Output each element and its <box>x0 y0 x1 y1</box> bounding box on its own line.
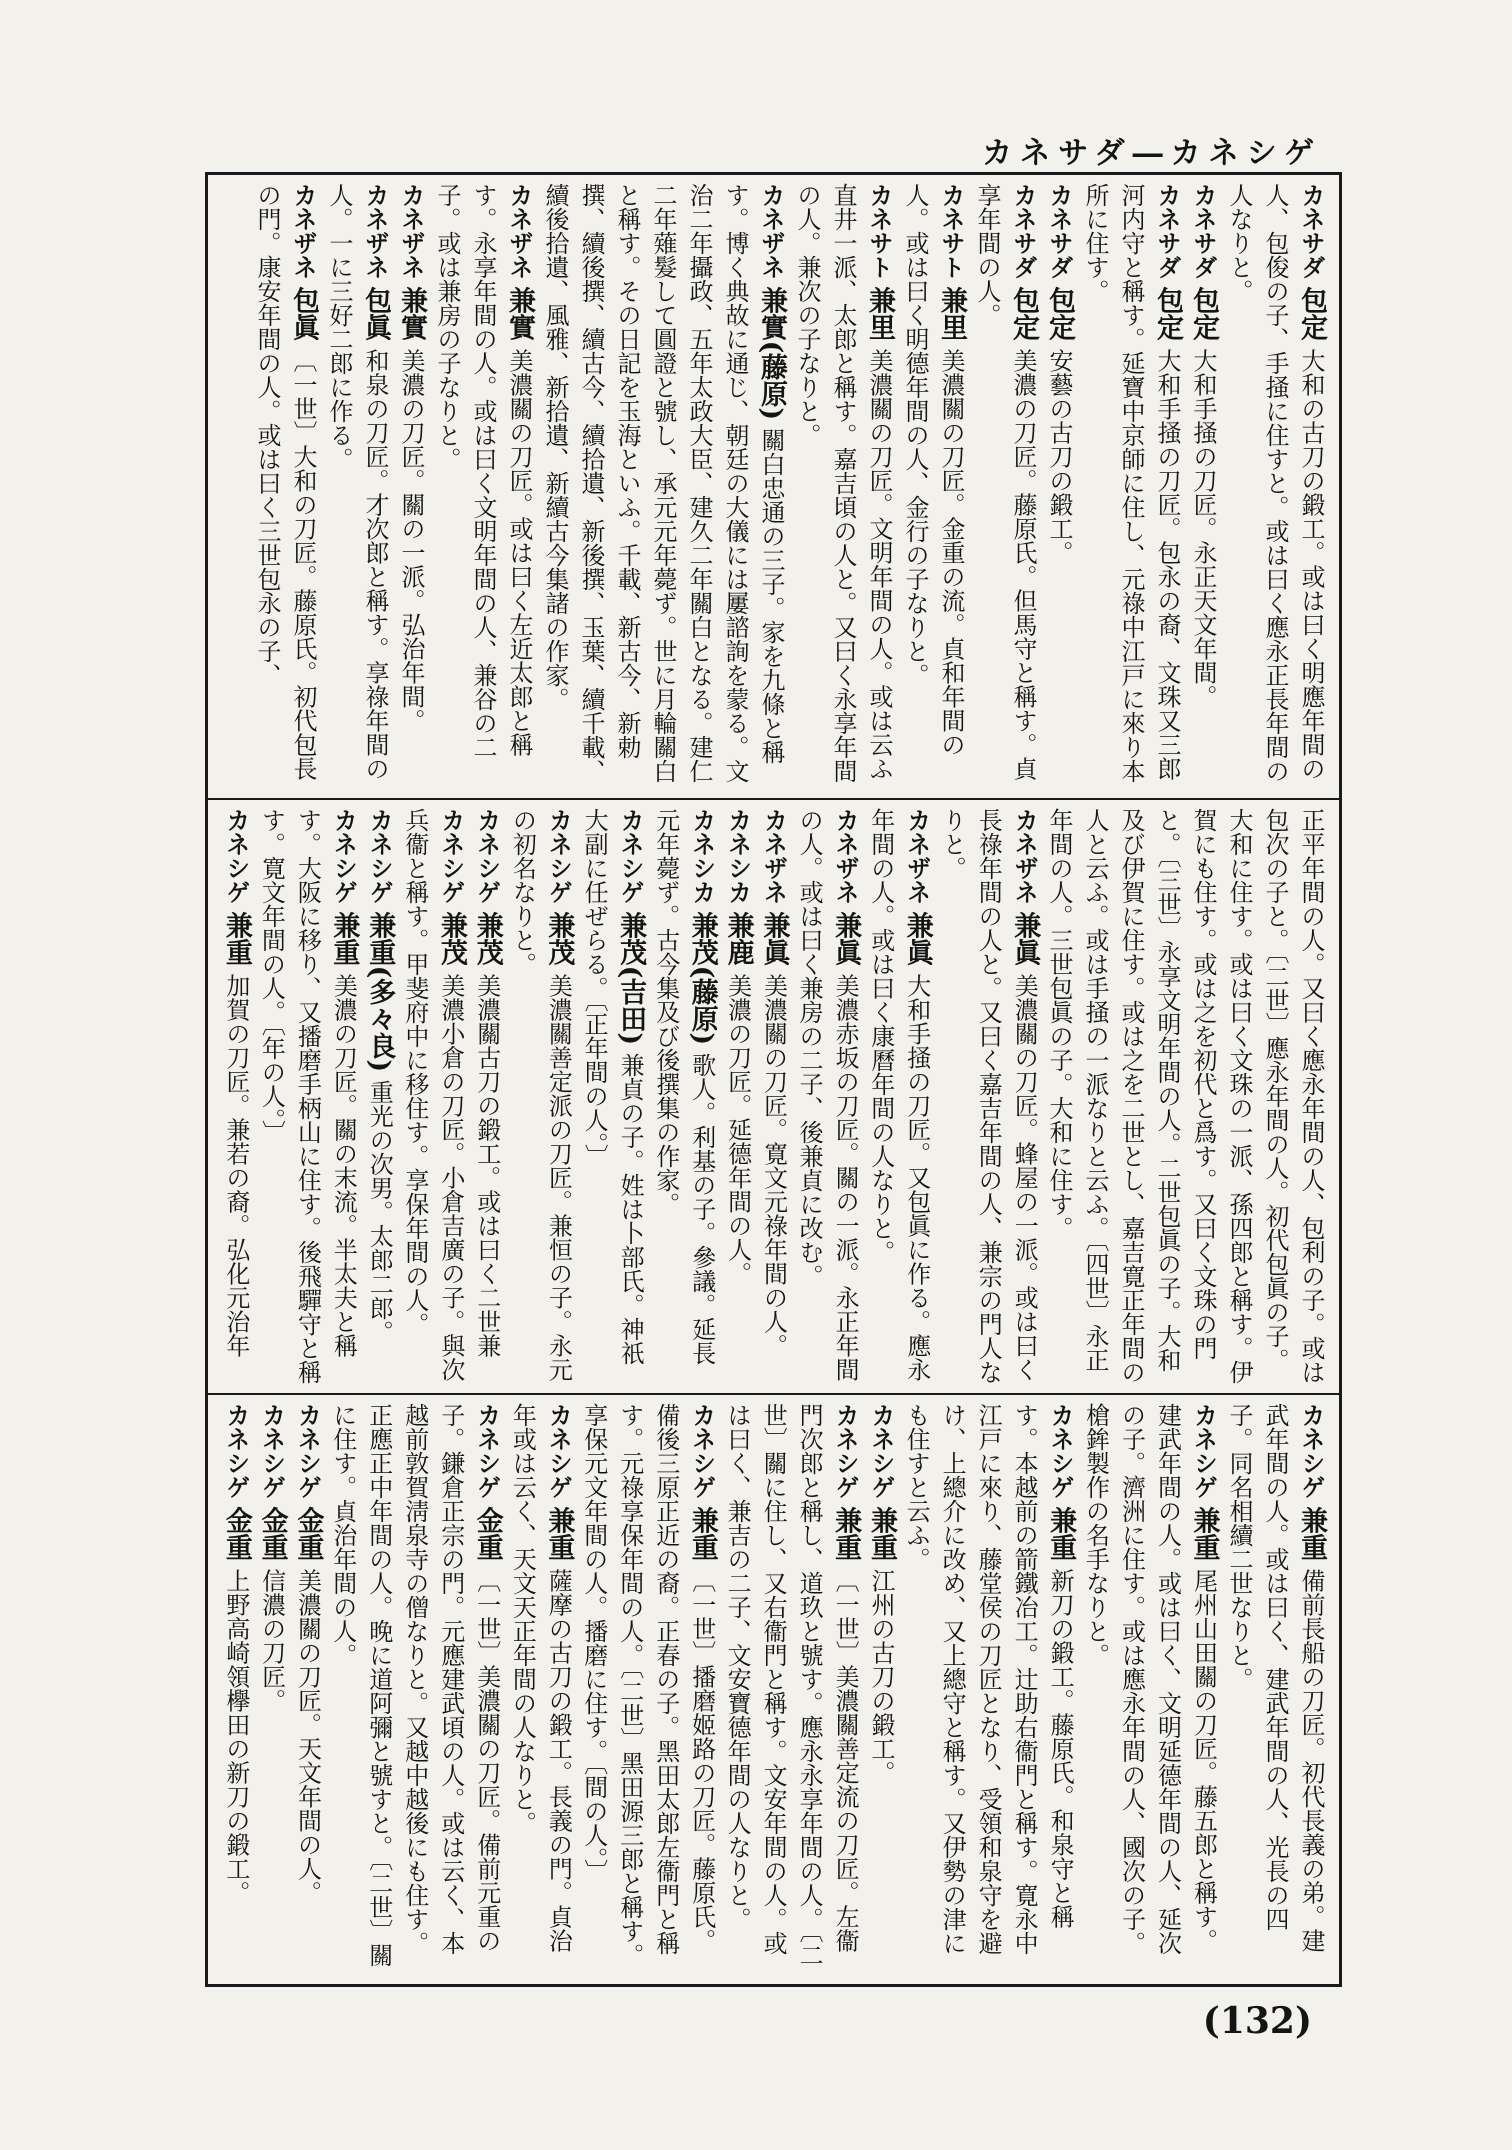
dictionary-entry: カネシゲ 兼重 尾州山田關の刀匠。藤五郎と稱す。建武年間の人。或は曰く、文明延德年間の人、延次の子。濟洲に住す。或は應永年間の人、國次の子。槍鉾製作の名手なりと。 <box>1081 1403 1220 1955</box>
dictionary-entry: カネサト 兼里 美濃關の刀匠。文明年間の人。或は云ふ直井一派、太郎と稱す。嘉吉頃の人と。又曰く永享年間の人。兼次の子なりと。 <box>793 183 895 783</box>
dictionary-entry: カネサト 兼里 美濃關の刀匠。金重の流。貞和年間の人。或は曰く明德年間の人、金行の子なりと。 <box>901 183 967 757</box>
dictionary-entry: カネシゲ 兼重 備前長船の刀匠。初代長義の弟。建武年間の人。或は曰く、建武年間の人、光長の四子。同名相續二世なりと。 <box>1225 1403 1327 1953</box>
dictionary-entry: カネシゲ 兼茂 美濃小倉の刀匠。小倉吉廣の子。與次兵衞と稱す。甲斐府中に移住す。享保年間の人。 <box>400 808 467 1382</box>
dictionary-frame <box>205 172 1342 1987</box>
dictionary-entry: カネシカ 兼茂(藤原) 歌人。利基の子。參議。延長元年薨ず。古今集及び後撰集の作家。 <box>651 808 718 1365</box>
dictionary-entry: カネシゲ 金重 信濃の刀匠。 <box>256 1403 288 1713</box>
dictionary-entry: カネサダ 包定 大和の古刀の鍛工。或は曰く明應年間の人、包俊の子、手掻に住すと。或は曰く應永正長年間の人なりと。 <box>1225 183 1327 783</box>
dictionary-entry: カネシゲ 兼重 新刀の鍛工。藤原氏。和泉守と稱す。本越前の箭鐵冶工。辻助右衞門と稱す。寛永中江戸に來り、藤堂侯の刀匠となり、受領和泉守を避け、上總介に改め、又上總守と稱す。又伊勢の津にも住すと云ふ。 <box>902 1403 1077 1955</box>
page-number: (132) <box>1202 2000 1312 2042</box>
dictionary-entry: カネシゲ 兼茂 美濃關古刀の鍛工。或は曰く二世兼 <box>471 808 503 1358</box>
dictionary-entry: カネザネ 包眞 〔一世〕大和の刀匠。藤原氏。初代包長の門。康安年間の人。或は曰く三世包永の子、 <box>253 183 319 781</box>
dictionary-entry: カネサダ 包定 安藝の古刀の鍛工。 <box>1044 183 1075 565</box>
dictionary-entry: カネサダ 包定 大和手掻の刀匠。永正天文年間。 <box>1188 183 1219 709</box>
dictionary-entry: カネザネ 兼眞 大和手掻の刀匠。又包眞に作る。應永年間の人。或は曰く康曆年間の人なりと。 <box>866 808 933 1382</box>
dictionary-entry: カネシゲ 兼重 〔一世〕播磨姬路の刀匠。藤原氏。備後三原正近の裔。正春の子。黑田太郎左衞門と稱す。元祿享保年間の人。〔二世〕黑田源三郎と稱す。享保元文年間の人。播磨に住す。〔間の人。〕 <box>579 1403 718 1967</box>
dictionary-entry: カネシゲ 兼重(多々良) 重光の次男。太郎二郎。 <box>364 808 396 1344</box>
dictionary-entry: カネザネ 兼眞 美濃關の刀匠。蜂屋の一派。或は曰く長祿年間の人と。又曰く嘉吉年間の人、兼宗の門人なりと。 <box>938 808 1041 1384</box>
dictionary-entry: カネシカ 兼鹿 美濃の刀匠。延德年間の人。 <box>722 808 754 1286</box>
dictionary-entry: カネシゲ 兼茂(吉田) 兼貞の子。姓は卜部氏。神祇大副に任ぜらる。〔正年間の人。〕 <box>580 808 647 1365</box>
dictionary-entry: カネザネ 兼眞 美濃關の刀匠。寛文元祿年間の人。 <box>758 808 790 1358</box>
dictionary-entry: 正平年間の人。又曰く應永年間の人、包利の子。或は包次の子と。〔二世〕應永年間の人。初代包眞の子。大和に住す。或は曰く文珠の一派、孫四郎と稱す。伊賀にも住す。或は之を初代と爲す。又曰く文珠の門と。〔三世〕永享文明年間の人。二世包眞の子。大和及び伊賀に住す。或は之を二世とし、嘉吉寛正年間の人と云ふ。或は手掻の一派なりと云ふ。〔四世〕永正年間の人。三世包眞の子。大和に住す。 <box>1045 808 1325 1384</box>
dictionary-entry: カネシゲ 兼重 薩摩の古刀の鍛工。長義の門。貞治年或は云く、天文天正年間の人なりと。 <box>508 1403 575 1953</box>
dictionary-entry: カネサダ 包定 美濃の刀匠。藤原氏。但馬守と稱す。貞享年間の人。 <box>973 183 1039 781</box>
dictionary-entry: カネザネ 兼實 美濃の刀匠。關の一派。弘治年間。 <box>396 183 427 733</box>
upper-band <box>208 175 1339 800</box>
dictionary-entry: カネシゲ 金重 美濃關の刀匠。天文年間の人。 <box>292 1403 324 1905</box>
dictionary-entry: カネサダ 包定 大和手掻の刀匠。包永の裔、文珠又三郎河内守と稱す。延寶中京師に住し、元祿中江戸に來り本所に住す。 <box>1081 183 1183 783</box>
dictionary-entry: カネシゲ 金重 〔一世〕美濃關の刀匠。備前元重の子。鎌倉正宗の門。元應建武頃の人。或は云く、本越前敦賀淸泉寺の僧なりと。又越中越後にも住す。正應正中年間の人。晚に道阿彌と號すと。〔二世〕關に住す。貞治年間の人。 <box>328 1403 503 1967</box>
dictionary-entry: カネシゲ 兼茂 美濃關善定派の刀匠。兼恒の子。永元の初名なりと。 <box>508 808 575 1382</box>
running-title: カネサダ―カネシゲ <box>982 136 1322 171</box>
dictionary-entry: カネシゲ 兼重 加賀の刀匠。兼若の裔。弘化元治年 <box>220 808 252 1358</box>
dictionary-entry: カネシゲ 金重 上野高崎領欅田の新刀の鍛工。 <box>220 1403 252 1905</box>
dictionary-entry: カネザネ 兼眞 美濃赤坂の刀匠。關の一派。永正年間の人。或は曰く兼房の二子、後兼貞に改む。 <box>795 808 862 1382</box>
dictionary-entry: カネザネ 兼實(藤原) 關白忠通の三子。家を九條と稱す。博く典故に通じ、朝廷の大儀には屢諮詢を蒙る。文治二年攝政、五年太政大臣、建久二年關白となる。建仁二年薙髮して圓證と號し、承元元年薨ず。世に月輪關白と稱す。その日記を玉海といふ。千載、新古今、新勅撰、續後撰、續古今、續拾遺、新後撰、玉葉、續千載、續後拾遺、風雅、新拾遺、新續古今集諸の作家。 <box>541 183 787 783</box>
lower-band <box>208 1395 1339 1984</box>
dictionary-entry: カネザネ 包眞 和泉の刀匠。才次郎と稱す。享祿年間の人。一に三好二郎に作る。 <box>325 183 391 781</box>
dictionary-entry: カネシゲ 兼重 〔一世〕美濃關善定流の刀匠。左衞門次郎と稱し、道玖と號す。應永永享年間の人。〔二世〕關に住し、又右衞門と稱す。文安年間の人。或は曰く、兼吉の二子、文安寶德年間の人なりと。 <box>723 1403 862 1967</box>
dictionary-entry: カネシゲ 兼重 美濃の刀匠。關の末流。半太夫と稱す。大阪に移り、又播磨手柄山に住す。後飛驒守と稱す。寛文年間の人。〔年の人。〕 <box>257 808 360 1384</box>
dictionary-entry: カネザネ 兼實 美濃關の刀匠。或は曰く左近太郎と稱す。永享年間の人。或は曰く文明年間の人、兼谷の二子。或は兼房の子なりと。 <box>433 183 535 759</box>
dictionary-entry: カネシゲ 兼重 江州の古刀の鍛工。 <box>865 1403 897 1785</box>
middle-band <box>208 800 1339 1395</box>
